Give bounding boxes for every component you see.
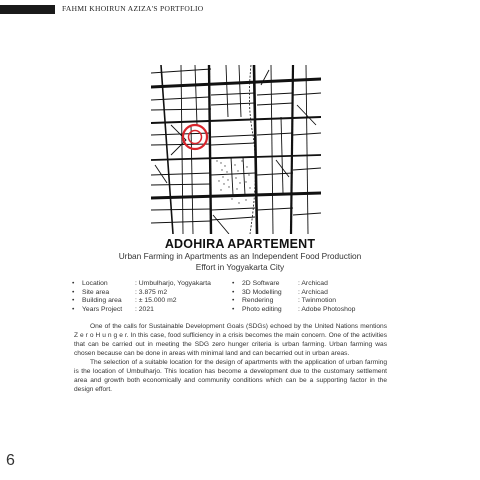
project-specs-left bbox=[72, 280, 211, 314]
bullet: • bbox=[72, 280, 75, 287]
bullet: • bbox=[72, 297, 75, 305]
bullet: • bbox=[72, 305, 75, 313]
project-specs-right bbox=[232, 280, 355, 314]
spec-key: 3D Modelling bbox=[242, 288, 282, 296]
spec-value: : ± 15.000 m2 bbox=[135, 297, 177, 305]
portfolio-header-title: FAHMI KHOIRUN AZIZA'S PORTFOLIO bbox=[62, 4, 204, 13]
spec-row-2d-software bbox=[232, 280, 355, 289]
page-number: 6 bbox=[6, 452, 15, 469]
spec-key: Rendering bbox=[242, 297, 274, 305]
map-drawing bbox=[151, 65, 321, 234]
bullet: • bbox=[232, 297, 235, 305]
spec-key: Location bbox=[82, 280, 108, 287]
spec-row-site-area bbox=[72, 289, 211, 298]
project-subtitle bbox=[60, 251, 420, 273]
spec-row-location bbox=[72, 280, 211, 289]
subtitle-line-2: Effort in Yogyakarta City bbox=[195, 262, 285, 272]
spec-row-3d-modelling bbox=[232, 289, 355, 298]
spec-value: : Archicad bbox=[298, 288, 328, 296]
bullet: • bbox=[232, 288, 235, 296]
spec-row-years-project bbox=[72, 306, 211, 315]
subtitle-line-1: Urban Farming in Apartments as an Independent Food Production bbox=[118, 251, 362, 261]
bullet: • bbox=[232, 280, 235, 287]
spec-row-building-area bbox=[72, 297, 211, 306]
spec-row-rendering bbox=[232, 297, 355, 306]
project-description bbox=[74, 322, 387, 394]
bullet: • bbox=[232, 305, 235, 313]
spec-value: : 2021 bbox=[135, 305, 154, 313]
spec-key: Site area bbox=[82, 288, 110, 296]
spec-key: 2D Software bbox=[242, 280, 280, 287]
bullet: • bbox=[72, 288, 75, 296]
spec-value: : 3.875 m2 bbox=[135, 288, 168, 296]
spec-value: : Archicad bbox=[298, 280, 328, 287]
spec-value: : Adobe Photoshop bbox=[298, 305, 356, 313]
spec-key: Building area bbox=[82, 297, 122, 305]
spec-key: Photo editing bbox=[242, 305, 282, 313]
site-location-map bbox=[151, 65, 321, 234]
description-paragraph-2: The selection of a suitable location for the design of apartments with the application of urban farming is the location of Umbulharjo. This location has become a development due to the customary settlement area and growth both economically and community conditions which can be a supporting factor in the design effort. bbox=[74, 359, 387, 393]
project-title: ADOHIRA APARTEMENT bbox=[164, 237, 316, 251]
description-paragraph-1: One of the calls for Sustainable Development Goals (SDGs) echoed by the United Nations mentions Z e r o H u n g e r. In this case, food sufficiency in a crisis becomes the main concern. One of the activities that can be carried out in meeting the SDG zero hunger criteria is urban farming. Urban farming was chosen because can be done in areas with minimal land and can becarried out in urban areas. bbox=[74, 323, 387, 357]
spec-value: : Twinmotion bbox=[298, 297, 337, 305]
header-bar bbox=[0, 5, 55, 14]
spec-row-photo-editing bbox=[232, 306, 355, 315]
spec-value: : Umbulharjo, Yogyakarta bbox=[135, 280, 211, 287]
spec-key: Years Project bbox=[82, 305, 123, 313]
